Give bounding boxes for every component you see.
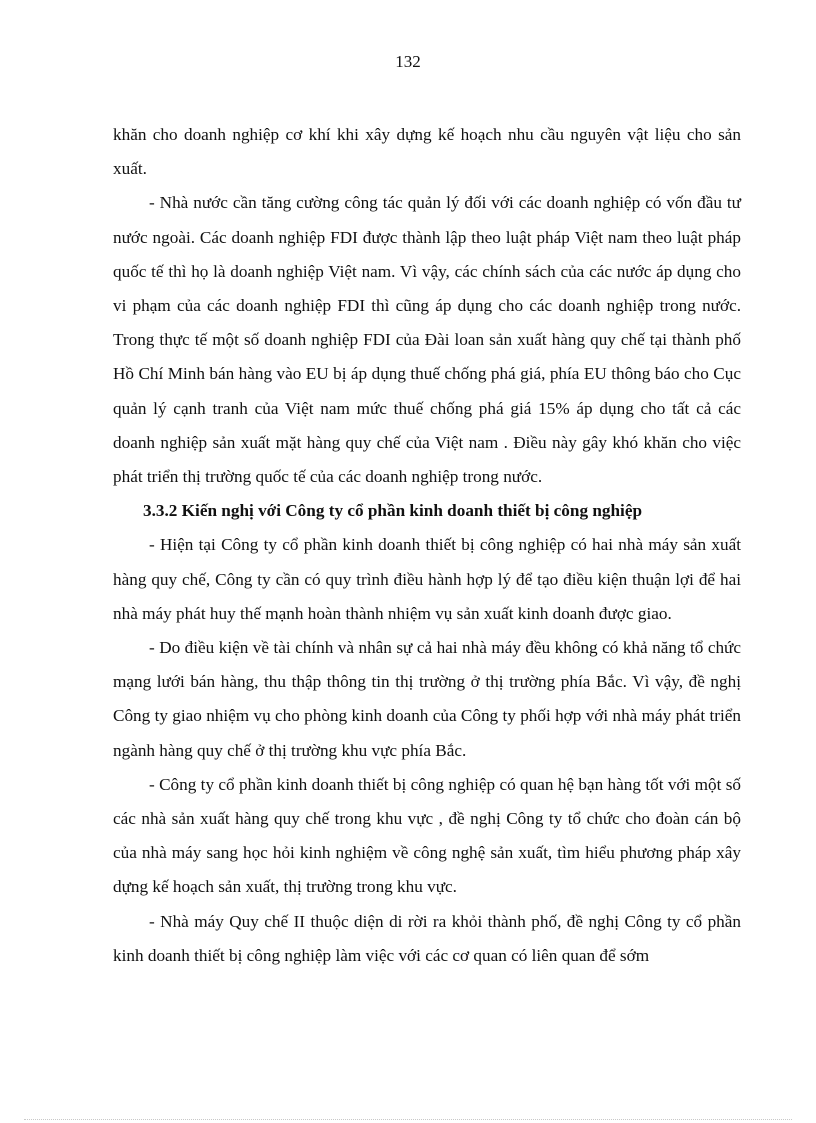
document-body bbox=[113, 118, 741, 973]
paragraph-fdi-management: - Nhà nước cần tăng cường công tác quản lý đối với các doanh nghiệp có vốn đầu tư nước ngoài. Các doanh nghiệp FDI được thành lập theo luật pháp Việt nam theo luật pháp quốc tế thì họ là doanh nghiệp Việt nam. Vì vậy, các chính sách của các nước áp dụng cho vi phạm của các doanh nghiệp FDI thì cũng áp dụng cho các doanh nghiệp trong nước. Trong thực tế một số doanh nghiệp FDI của Đài loan sản xuất hàng quy chế tại thành phố Hồ Chí Minh bán hàng vào EU bị áp dụng thuế chống phá giá, phía EU thông báo cho Cục quản lý cạnh tranh của Việt nam mức thuế chống phá giá 15% áp dụng cho tất cả các doanh nghiệp sản xuất mặt hàng quy chế của Việt nam . Điều này gây khó khăn cho việc phát triển thị trường quốc tế của các doanh nghiệp trong nước. bbox=[113, 193, 741, 487]
footer-dotted-rule bbox=[24, 1119, 792, 1120]
section-heading: 3.3.2 Kiến nghị với Công ty cổ phần kinh doanh thiết bị công nghiệp bbox=[143, 501, 643, 521]
paragraph-two-factories: - Hiện tại Công ty cổ phần kinh doanh thiết bị công nghiệp có hai nhà máy sản xuất hàng quy chế, Công ty cần có quy trình điều hành hợp lý để tạo điều kiện thuận lợi để hai nhà máy phát huy thế mạnh hoàn thành nhiệm vụ sản xuất kinh doanh được giao. bbox=[113, 535, 741, 623]
paragraph-sales-network: - Do điều kiện về tài chính và nhân sự cả hai nhà máy đều không có khả năng tổ chức mạng lưới bán hàng, thu thập thông tin thị trường ở thị trường phía Bắc. Vì vậy, đề nghị Công ty giao nhiệm vụ cho phòng kinh doanh của Công ty phối hợp với nhà máy phát triển ngành hàng quy chế ở thị trường khu vực phía Bắc. bbox=[113, 638, 741, 760]
paragraph-regional-learning: - Công ty cổ phần kinh doanh thiết bị công nghiệp có quan hệ bạn hàng tốt với một số các nhà sản xuất hàng quy chế trong khu vực , đề nghị Công ty tổ chức cho đoàn cán bộ của nhà máy sang học hỏi kinh nghiệm về công nghệ sản xuất, tìm hiểu phương pháp xây dựng kế hoạch sản xuất, thị trường trong khu vực. bbox=[113, 774, 741, 897]
page-number: 132 bbox=[395, 52, 421, 71]
paragraph-factory-relocation: - Nhà máy Quy chế II thuộc diện di rời ra khỏi thành phố, đề nghị Công ty cổ phần kinh doanh thiết bị công nghiệp làm việc với các cơ quan có liên quan để sớm bbox=[113, 911, 741, 965]
paragraph-continuation: khăn cho doanh nghiệp cơ khí khi xây dựng kế hoạch nhu cầu nguyên vật liệu cho sản xuất. bbox=[113, 125, 741, 179]
